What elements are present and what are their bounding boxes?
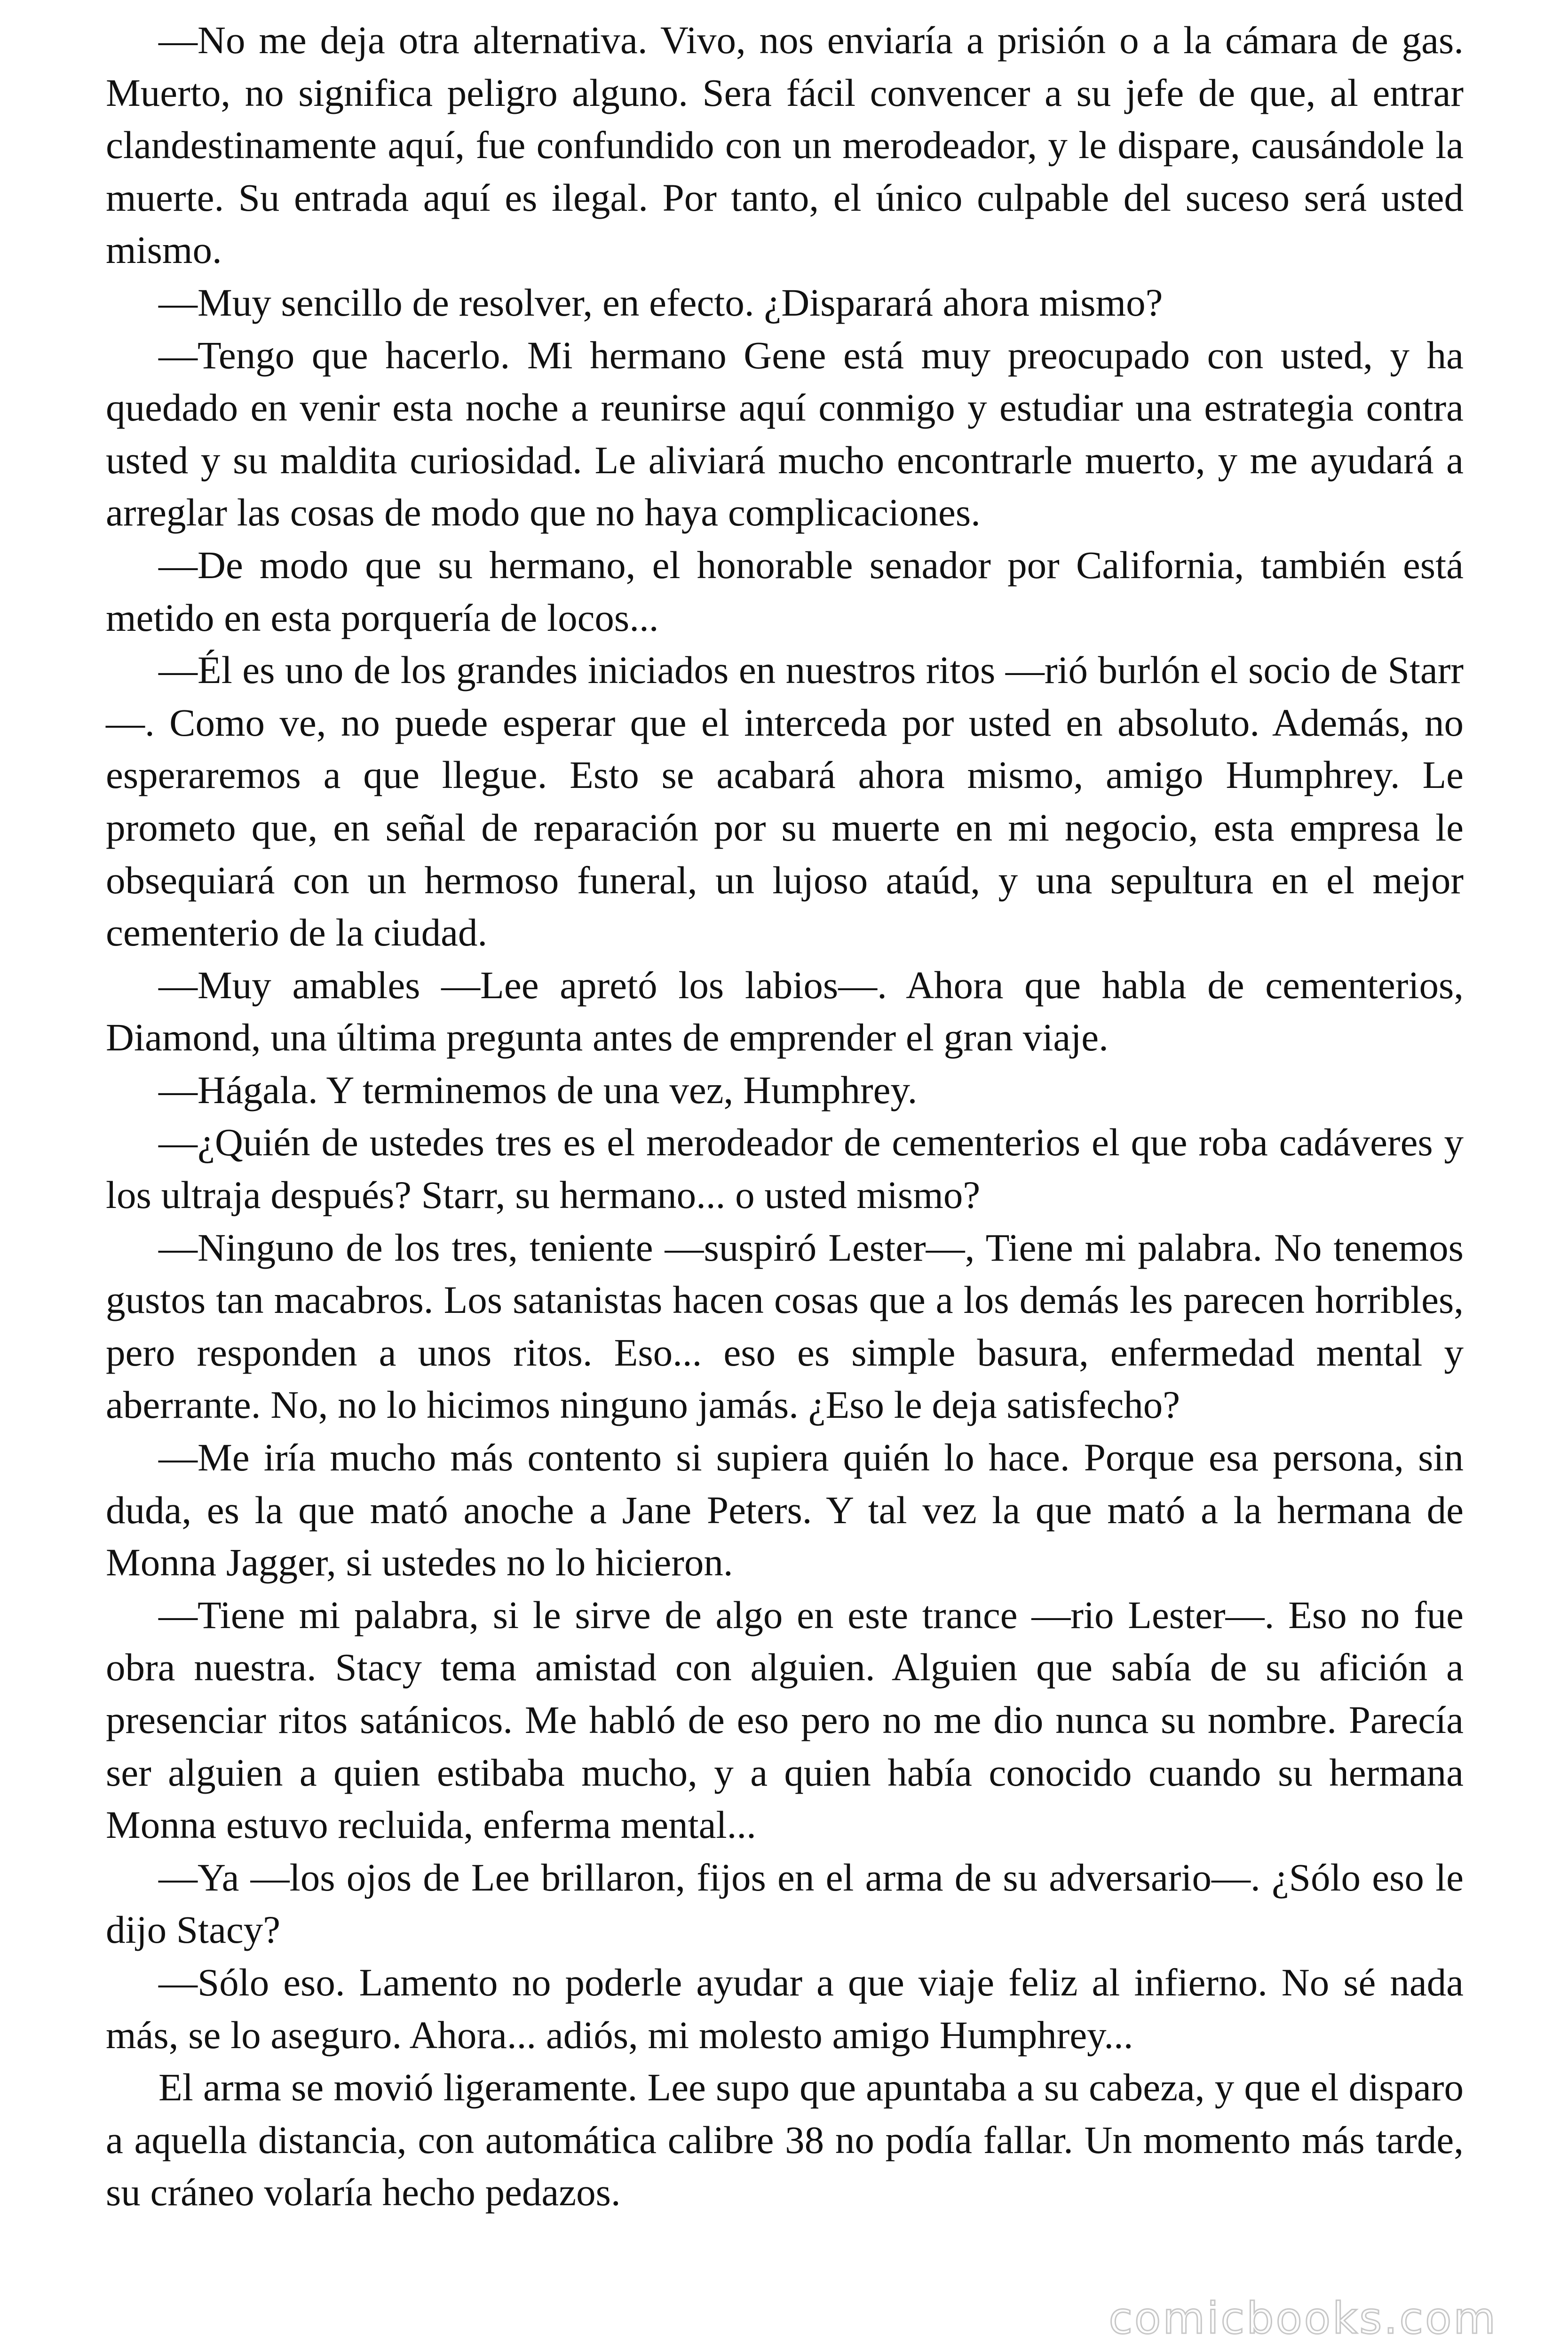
watermark: comicbooks.com — [1109, 2293, 1497, 2344]
paragraph-9: —Ninguno de los tres, teniente —suspiró Lester—, Tiene mi palabra. No tenemos gustos tan macabros. Los satanistas hacen cosas que a los demás les parecen horribles, pero responden a unos ritos. Eso... eso es simple basura, enfermedad mental y aberrante. No, no lo hicimos ninguno jamás. ¿Eso le deja satisfecho? — [106, 1225, 1464, 1427]
paragraph-4: —De modo que su hermano, el honorable senador por California, también está metido en esta porquería de locos... — [106, 543, 1464, 639]
paragraph-6: —Muy amables —Lee apretó los labios—. Ahora que habla de cementerios, Diamond, una última pregunta antes de emprender el gran viaje. — [106, 963, 1464, 1059]
body-text — [106, 14, 1464, 2219]
paragraph-12: —Ya —los ojos de Lee brillaron, fijos en el arma de su adversario—. ¿Sólo eso le dijo Stacy? — [106, 1855, 1464, 1952]
paragraph-5: —Él es uno de los grandes iniciados en nuestros ritos —rió burlón el socio de Starr—. Como ve, no puede esperar que el interceda por usted en absoluto. Además, no esperaremos a que llegue. Esto se acabará ahora mismo, amigo Humphrey. Le prometo que, en señal de reparación por su muerte en mi negocio, esta empresa le obsequiará con un hermoso funeral, un lujoso ataúd, y una sepultura en el mejor cementerio de la ciudad. — [106, 648, 1464, 954]
paragraph-1: —No me deja otra alternativa. Vivo, nos enviaría a prisión o a la cámara de gas. Muerto, no significa peligro alguno. Sera fácil convencer a su jefe de que, al entrar clandestinamente aquí, fue confundido con un merodeador, y le dispare, causándole la muerte. Su entrada aquí es ilegal. Por tanto, el único culpable del suceso será usted mismo. — [106, 18, 1464, 272]
paragraph-3: —Tengo que hacerlo. Mi hermano Gene está muy preocupado con usted, y ha quedado en venir esta noche a reunirse aquí conmigo y estudiar una estrategia contra usted y su maldita curiosidad. Le aliviará mucho encontrarle muerto, y me ayudará a arreglar las cosas de modo que no haya complicaciones. — [106, 333, 1464, 534]
paragraph-10: —Me iría mucho más contento si supiera quién lo hace. Porque esa persona, sin duda, es la que mató anoche a Jane Peters. Y tal vez la que mató a la hermana de Monna Jagger, si ustedes no lo hicieron. — [106, 1436, 1464, 1584]
paragraph-14: El arma se movió ligeramente. Lee supo que apuntaba a su cabeza, y que el disparo a aquella distancia, con automática calibre 38 no podía fallar. Un momento más tarde, su cráneo volaría hecho pedazos. — [106, 2066, 1464, 2214]
paragraph-2: —Muy sencillo de resolver, en efecto. ¿Disparará ahora mismo? — [158, 280, 1163, 324]
paragraph-11: —Tiene mi palabra, si le sirve de algo en este trance —rio Lester—. Eso no fue obra nuestra. Stacy tema amistad con alguien. Alguien que sabía de su afición a presenciar ritos satánicos. Me habló de eso pero no me dio nunca su nombre. Parecía ser alguien a quien estibaba mucho, y a quien había conocido cuando su hermana Monna estuvo recluida, enferma mental... — [106, 1593, 1464, 1847]
paragraph-13: —Sólo eso. Lamento no poderle ayudar a que viaje feliz al infierno. No sé nada más, se lo aseguro. Ahora... adiós, mi molesto amigo Humphrey... — [106, 1960, 1464, 2057]
paragraph-8: —¿Quién de ustedes tres es el merodeador de cementerios el que roba cadáveres y los ultraja después? Starr, su hermano... o usted mismo? — [106, 1120, 1464, 1217]
paragraph-7: —Hágala. Y terminemos de una vez, Humphrey. — [158, 1068, 918, 1112]
